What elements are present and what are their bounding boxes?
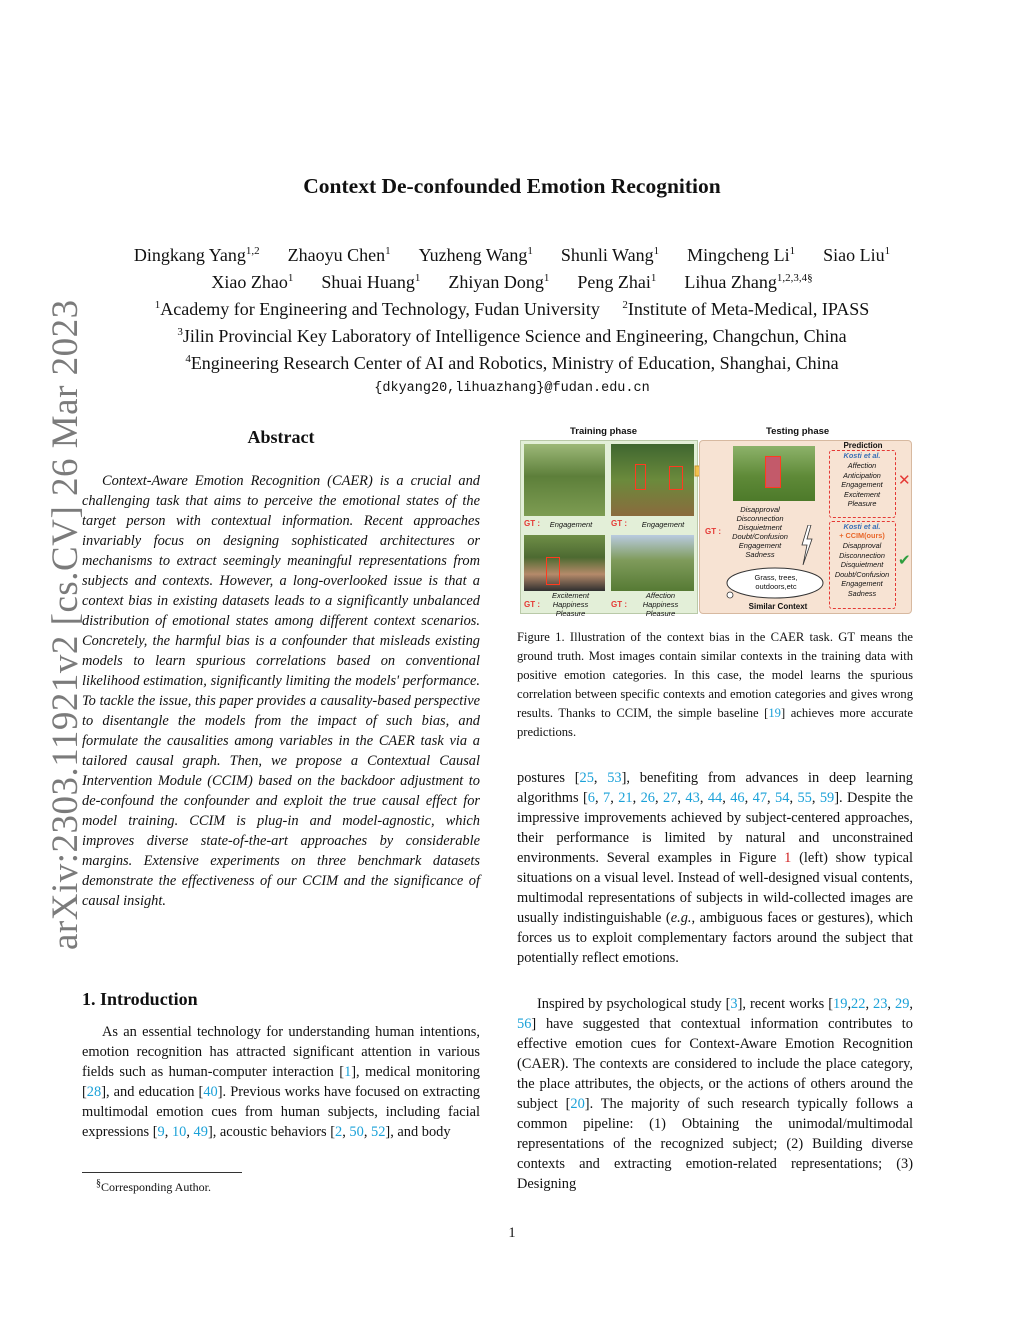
abstract-heading: Abstract bbox=[247, 427, 315, 447]
author-affiliation-sup: 1 bbox=[414, 272, 421, 284]
paper-title: Context De-confounded Emotion Recognition bbox=[303, 174, 721, 198]
introduction-text: As an essential technology for understanding human intentions, emotion recognition has attracted significant attention in various fields such as human-computer interaction [1], medical monitoring [28], and education [40]. Previous works have focused on extracting multimodal emotion cues from human subjects, including facial expressions [9, 10, 49], acoustic behaviors [2, 50, 52], and body bbox=[82, 1024, 480, 1140]
author-name: Zhiyan Dong$^1$ bbox=[448, 272, 550, 292]
caption-text: Figure 1. Illustration of the context bias in the CAER task. GT means the ground truth. Most images contain similar contexts in the training data with positive emotion categories. In this case, the model learns the spurious correlation between specific contexts and emotion categories and gives wrong results. Thanks to CCIM, the simple baseline [19] achieves more accurate predictions. bbox=[517, 630, 913, 739]
author-row-1 bbox=[0, 240, 1024, 267]
footnote bbox=[96, 1178, 211, 1195]
ccim-prediction-labels: Disapproval Disconnection Disquietment Doubt/Confusion Engagement Sadness bbox=[834, 541, 890, 598]
affiliation-4: Engineering Research Center of AI and Robotics, Ministry of Education, Shanghai, China bbox=[190, 353, 839, 373]
subject-box bbox=[546, 557, 560, 585]
context-bubble-text: Grass, trees, outdoors,etc bbox=[754, 573, 798, 591]
author-row-2 bbox=[0, 267, 1024, 294]
photo4-emotions: Affection Happiness Pleasure bbox=[642, 591, 679, 618]
author-affiliation-sup: 1 bbox=[527, 245, 533, 257]
author-affiliation-sup: 1 bbox=[789, 245, 796, 257]
photo1-emotion: Engagement bbox=[549, 520, 593, 529]
introduction-paragraph bbox=[82, 1022, 480, 1142]
gt-label: GT : bbox=[611, 519, 627, 528]
gt-label: GT : bbox=[611, 600, 627, 609]
author-name: Xiao Zhao$^1$ bbox=[211, 272, 294, 292]
photo2-emotion: Engagement bbox=[641, 520, 685, 529]
ccim-model-name: Kosti et al. bbox=[843, 522, 881, 531]
affiliation-sup: 1 bbox=[154, 299, 161, 311]
author-affiliation-sup: 1,2 bbox=[245, 245, 260, 257]
training-photo-gardeners bbox=[611, 444, 694, 516]
figure-1 bbox=[518, 426, 914, 616]
affiliation-1: Academy for Engineering and Technology, Fudan University bbox=[160, 299, 600, 319]
author-name: Siao Liu$^1$ bbox=[823, 245, 891, 265]
affiliation-sup: 4 bbox=[185, 353, 191, 365]
author-name: Shuai Huang$^1$ bbox=[321, 272, 421, 292]
training-photo-party bbox=[524, 535, 605, 591]
gt-label: GT : bbox=[524, 600, 540, 609]
paragraph-text: Inspired by psychological study [3], recent works [19,22, 23, 29, 56] have suggested that contextual information contributes to effective emotion cues for Context-Aware Emotion Recognition (CAER). The contexts are considered to include the place category, the place attributes, the objects, or the actions of others around the subject [20]. The majority of such research typically follows a common pipeline: (1) Obtaining the unimodal/multimodal representations of the recognized subject; (2) Building diverse contexts and extracting emotion-related representations; (3) Designing bbox=[517, 996, 914, 1192]
gt-label: GT : bbox=[524, 519, 540, 528]
author-name: Mingcheng Li$^1$ bbox=[687, 245, 796, 265]
baseline-model-name: Kosti et al. bbox=[843, 451, 881, 460]
test-ground-truth: Disapproval Disconnection Disquietment Doubt/Confusion Engagement Sadness bbox=[732, 505, 788, 559]
author-affiliation-sup: 1 bbox=[287, 272, 294, 284]
footnote-divider bbox=[82, 1172, 242, 1173]
author-affiliation-sup: 1,2,3,4§ bbox=[776, 272, 813, 284]
arxiv-side-stamp bbox=[14, 299, 86, 950]
author-name: Lihua Zhang$^{1,2,3,4\S}$ bbox=[684, 272, 813, 292]
right-column-paragraph-2 bbox=[517, 994, 913, 1194]
correct-icon: ✔ bbox=[898, 552, 911, 569]
affiliation-3: Jilin Provincial Key Laboratory of Intelligence Science and Engineering, Changchun, China bbox=[182, 326, 847, 346]
author-affiliation-sup: 1 bbox=[884, 245, 891, 257]
footnote-text: Corresponding Author. bbox=[101, 1180, 211, 1194]
training-photo-garden bbox=[524, 444, 605, 516]
training-panel bbox=[520, 440, 698, 618]
testing-phase-title: Testing phase bbox=[766, 426, 830, 437]
affiliation-sup: 3 bbox=[177, 326, 183, 338]
photo3-emotions: Excitement Happiness Pleasure bbox=[551, 591, 590, 618]
author-name: Peng Zhai$^1$ bbox=[577, 272, 657, 292]
wrong-icon: ✕ bbox=[898, 472, 911, 489]
gt-label: GT : bbox=[705, 527, 721, 536]
affiliation-line-4 bbox=[0, 348, 1024, 375]
testing-panel bbox=[699, 440, 912, 614]
author-name: Yuzheng Wang$^1$ bbox=[418, 245, 533, 265]
author-name: Dingkang Yang$^{1,2}$ bbox=[133, 245, 260, 265]
page-number: 1 bbox=[508, 1225, 516, 1241]
baseline-prediction-labels: Affection Anticipation Engagement Excitement Pleasure bbox=[841, 461, 883, 509]
introduction-heading: 1. Introduction bbox=[82, 989, 198, 1009]
training-photo-park bbox=[611, 535, 694, 591]
affiliation-sup: 2 bbox=[622, 299, 628, 311]
author-affiliation-sup: 1 bbox=[543, 272, 550, 284]
prediction-title: Prediction bbox=[843, 441, 883, 450]
author-affiliation-sup: 1 bbox=[385, 245, 391, 257]
author-name: Zhaoyu Chen$^1$ bbox=[287, 245, 391, 265]
affiliation-line-1 bbox=[0, 294, 1024, 321]
figure-1-caption bbox=[517, 628, 913, 742]
similar-context-label: Similar Context bbox=[748, 602, 808, 611]
author-block bbox=[0, 240, 1024, 400]
subject-box bbox=[635, 464, 646, 490]
training-phase-title: Training phase bbox=[570, 426, 638, 437]
subject-box bbox=[765, 456, 781, 488]
ccim-plus-label: + CCIM(ours) bbox=[839, 531, 885, 540]
right-column-paragraph-1 bbox=[517, 768, 913, 968]
author-name: Shunli Wang$^1$ bbox=[560, 245, 660, 265]
testing-photo-woman bbox=[733, 446, 815, 501]
paragraph-text: postures [25, 53], benefiting from advances in deep learning algorithms [6, 7, 21, 26, 27, 43, 44, 46, 47, 54, 55, 59]. Despite the impressive improvements achieved by subject-centered approaches, their performance is limited by natural and unconstrained environments. Several examples in Figure 1 (left) show typical situations on a visual level. Instead of well-designed visual contents, multimodal representations of subjects in wild-collected images are usually indistinguishable (e.g., ambiguous faces or gestures), which forces us to exploit complementary factors around the subject that potentially reflect emotions. bbox=[517, 770, 914, 966]
lightning-icon bbox=[800, 525, 814, 565]
abstract-body: Context-Aware Emotion Recognition (CAER) is a crucial and challenging task that aims to perceive the emotional states of the target person with contextual information. Recent approaches invariably focus on designing sophisticated architectures or mechanisms to extract seemingly meaningful representations from subjects and contexts. However, a long-overlooked issue is that a context bias in existing datasets leads to a significantly unbalanced distribution of emotional states among different context scenarios. Concretely, the harmful bias is a confounder that misleads existing models to learn spurious correlations based on conventional likelihood estimation, significantly limiting the models' performance. To tackle the issue, this paper provides a causality-based perspective to disentangle the models from the impact of such bias, and formulate the causalities among variables in the CAER task via a tailored causal graph. Then, we propose a Contextual Causal Intervention Module (CCIM) based on the backdoor adjustment to de-confound the confounder and exploit the true causal effect for model training. CCIM is plug-in and model-agnostic, which improves diverse state-of-the-art approaches by considerable margins. Extensive experiments on three benchmark datasets demonstrate the effectiveness of our CCIM and the significance of causal insight. bbox=[82, 473, 480, 909]
affiliation-line-3 bbox=[0, 321, 1024, 348]
author-affiliation-sup: 1 bbox=[653, 245, 660, 257]
contact-email: {dkyang20,lihuazhang}@fudan.edu.cn bbox=[374, 381, 650, 396]
author-affiliation-sup: 1 bbox=[650, 272, 657, 284]
affiliation-2: Institute of Meta-Medical, IPASS bbox=[627, 299, 870, 319]
footnote-mark: § bbox=[96, 1178, 101, 1189]
arxiv-identifier: arXiv:2303.11921v2 [cs.CV] 26 Mar 2023 bbox=[45, 299, 86, 950]
subject-box bbox=[669, 466, 683, 490]
